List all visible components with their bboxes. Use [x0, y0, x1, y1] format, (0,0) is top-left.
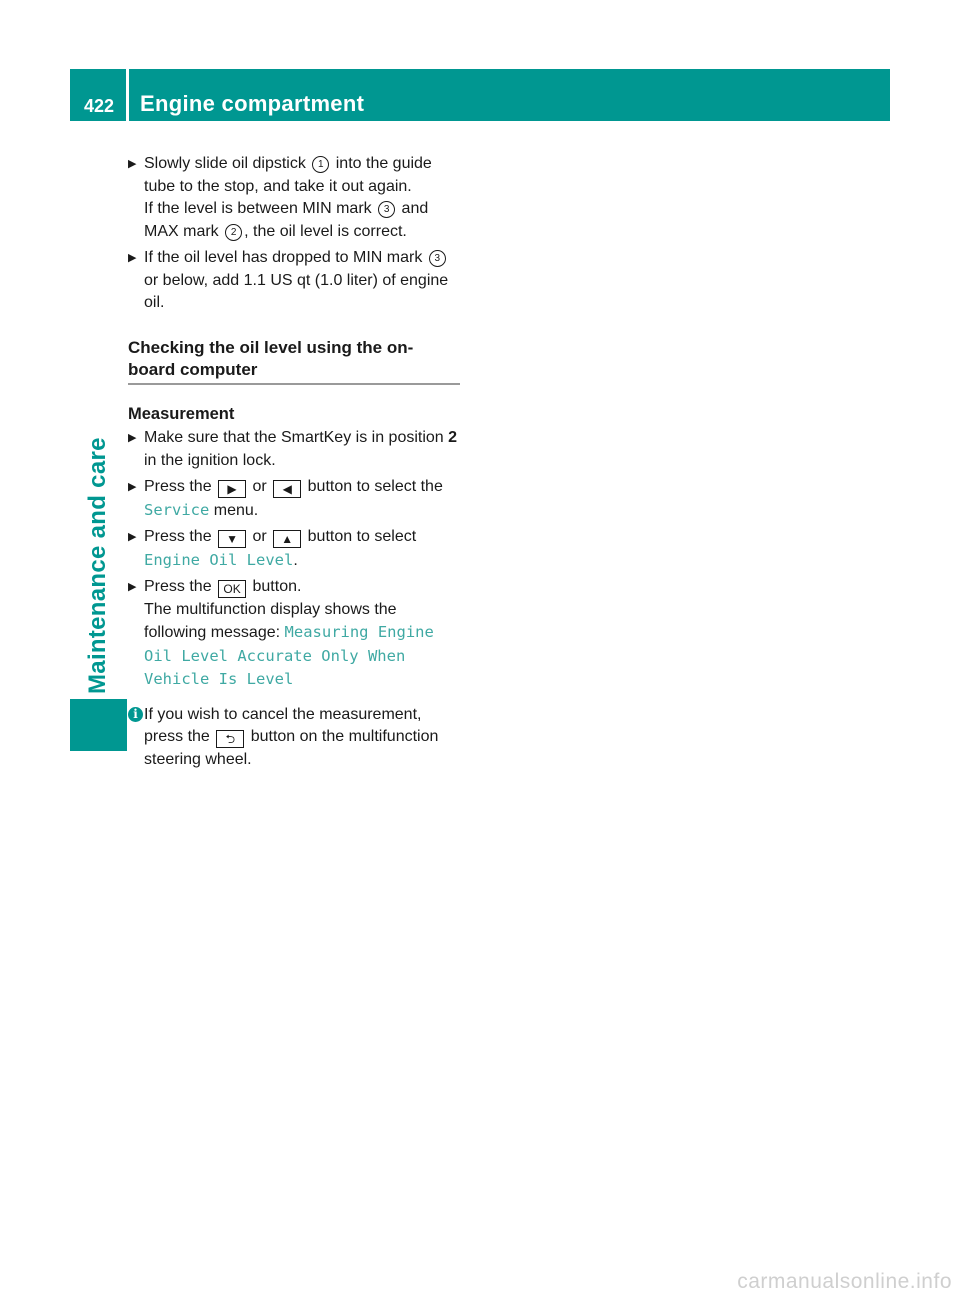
watermark: carmanualsonline.info	[737, 1270, 952, 1293]
section-title: Engine compartment	[140, 91, 365, 116]
display-message-text: Measuring Engine Oil Level Accurate Only When Vehicle Is Level	[144, 623, 434, 688]
step-select-engine-oil: ▶ Press the ▼ or ▲ button to select Engine Oil Level.	[128, 528, 417, 569]
callout-2-icon: 2	[225, 224, 242, 241]
chapter-tab-block	[70, 699, 127, 751]
chapter-tab-label: Maintenance and care	[84, 437, 111, 694]
back-key-icon: ⮌	[216, 730, 244, 748]
callout-1-icon: 1	[312, 156, 329, 173]
step-arrow-icon: ▶	[128, 252, 137, 264]
ok-key-icon: OK	[218, 580, 246, 598]
service-menu-text: Service	[144, 500, 210, 519]
up-arrow-key-icon: ▲	[273, 530, 301, 548]
step-press-ok: ▶ Press the OK button. The multifunction display shows the following message: Measuring Engine Oil Level Accurate Only When Vehicle Is Level	[128, 578, 434, 688]
main-content	[128, 153, 460, 771]
step-select-service: ▶ Press the ▶ or ◀ button to select the Service menu.	[128, 478, 443, 519]
header-divider	[126, 69, 129, 121]
callout-3-icon: 3	[378, 201, 395, 218]
page-number: 422	[84, 96, 115, 116]
step-arrow-icon: ▶	[128, 158, 137, 170]
section-heading: Checking the oil level using the on-board computer	[128, 337, 460, 385]
info-icon: i	[128, 707, 143, 722]
down-arrow-key-icon: ▼	[218, 530, 246, 548]
left-arrow-key-icon: ◀	[273, 480, 301, 498]
step-slide-dipstick: ▶ Slowly slide oil dipstick 1 into the guide tube to the stop, and take it out again. If the level is between MIN mark 3 and MAX mark 2 , the oil level is correct.	[128, 155, 432, 240]
info-note: i If you wish to cancel the measurement, press the ⮌ button on the multifunction steering wheel.	[128, 704, 460, 772]
step-arrow-icon: ▶	[128, 581, 137, 593]
step-smartkey: ▶ Make sure that the SmartKey is in position 2 in the ignition lock.	[128, 429, 458, 469]
subheading-measurement: Measurement	[128, 404, 235, 423]
step-add-oil: ▶ If the oil level has dropped to MIN mark 3 or below, add 1.1 US qt (1.0 liter) of engine oil.	[128, 249, 449, 311]
engine-oil-level-text: Engine Oil Level	[144, 550, 294, 569]
step-arrow-icon: ▶	[128, 531, 137, 543]
callout-3-icon: 3	[429, 250, 446, 267]
header-bar	[70, 69, 890, 121]
step-arrow-icon: ▶	[128, 432, 137, 444]
step-arrow-icon: ▶	[128, 481, 137, 493]
right-arrow-key-icon: ▶	[218, 480, 246, 498]
